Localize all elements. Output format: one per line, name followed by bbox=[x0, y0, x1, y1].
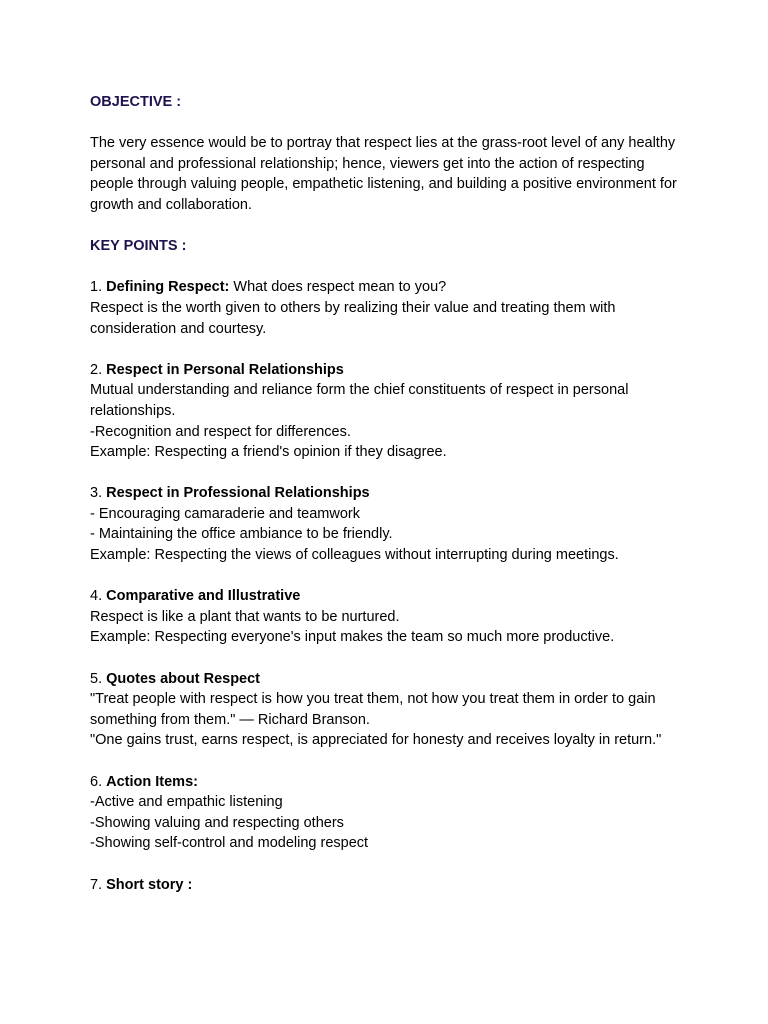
spacer bbox=[90, 216, 690, 237]
key-point-title: Comparative and Illustrative bbox=[106, 588, 301, 605]
key-point-number: 2. bbox=[90, 361, 103, 378]
key-point-title-line bbox=[90, 586, 690, 607]
key-point-section bbox=[90, 772, 690, 854]
key-point-section bbox=[90, 277, 690, 339]
key-point-number: 6. bbox=[90, 773, 103, 790]
key-point-line: Mutual understanding and reliance form the chief constituents of respect in personal relationships. bbox=[90, 382, 629, 419]
key-point-title-line bbox=[90, 277, 690, 298]
key-point-title-line bbox=[90, 669, 690, 690]
spacer bbox=[90, 257, 690, 278]
key-point-section bbox=[90, 586, 690, 648]
document-page bbox=[90, 92, 690, 895]
key-point-number: 1. bbox=[90, 279, 103, 296]
key-point-title-line bbox=[90, 875, 690, 896]
key-point-number: 4. bbox=[90, 588, 103, 605]
key-point-section bbox=[90, 360, 690, 463]
spacer bbox=[90, 566, 690, 587]
key-point-title: Defining Respect: bbox=[106, 279, 230, 296]
key-point-line: -Active and empathic listening bbox=[90, 794, 283, 811]
key-point-title-line bbox=[90, 360, 690, 381]
key-point-section bbox=[90, 483, 690, 565]
key-point-line: -Showing valuing and respecting others bbox=[90, 814, 344, 831]
key-point-number: 7. bbox=[90, 876, 103, 893]
key-point-line: Respect is like a plant that wants to be nurtured. bbox=[90, 608, 400, 625]
key-point-line: -Recognition and respect for differences. bbox=[90, 423, 351, 440]
key-point-title-line bbox=[90, 772, 690, 793]
key-point-title: Short story : bbox=[106, 876, 193, 893]
key-point-line: - Maintaining the office ambiance to be friendly. bbox=[90, 526, 393, 543]
key-point-section bbox=[90, 875, 690, 896]
objective-text: The very essence would be to portray that respect lies at the grass-root level of any healthy personal and professional relationship; hence, viewers get into the action of respecting people through valuing people, empathetic listening, and building a positive environment for growth and collaboration. bbox=[90, 135, 677, 213]
key-point-number: 3. bbox=[90, 485, 103, 502]
key-point-line: Example: Respecting the views of colleagues without interrupting during meetings. bbox=[90, 547, 619, 564]
key-point-line: - Encouraging camaraderie and teamwork bbox=[90, 505, 360, 522]
spacer bbox=[90, 854, 690, 875]
key-point-section bbox=[90, 669, 690, 751]
spacer bbox=[90, 339, 690, 360]
key-point-line: Respect is the worth given to others by realizing their value and treating them with consideration and courtesy. bbox=[90, 299, 616, 337]
spacer bbox=[90, 751, 690, 772]
spacer bbox=[90, 648, 690, 669]
spacer bbox=[90, 463, 690, 484]
key-point-title-line bbox=[90, 483, 690, 504]
key-point-title: Respect in Professional Relationships bbox=[106, 485, 370, 502]
key-points-heading: KEY POINTS : bbox=[90, 238, 187, 255]
key-point-question: What does respect mean to you? bbox=[229, 279, 447, 296]
key-point-number: 5. bbox=[90, 670, 103, 687]
key-point-line: "Treat people with respect is how you treat them, not how you treat them in order to gain something from them." — Richard Branson. bbox=[90, 691, 656, 728]
key-point-line: Example: Respecting a friend's opinion if they disagree. bbox=[90, 444, 447, 461]
key-point-title: Respect in Personal Relationships bbox=[106, 361, 344, 378]
key-points-list bbox=[90, 257, 690, 895]
spacer bbox=[90, 113, 690, 134]
key-point-title: Quotes about Respect bbox=[106, 670, 261, 687]
key-point-line: "One gains trust, earns respect, is appreciated for honesty and receives loyalty in return." bbox=[90, 732, 662, 749]
key-point-line: -Showing self-control and modeling respect bbox=[90, 835, 369, 852]
key-point-line: Example: Respecting everyone's input makes the team so much more productive. bbox=[90, 629, 615, 646]
key-point-title: Action Items: bbox=[106, 773, 198, 790]
objective-heading: OBJECTIVE : bbox=[90, 94, 182, 110]
